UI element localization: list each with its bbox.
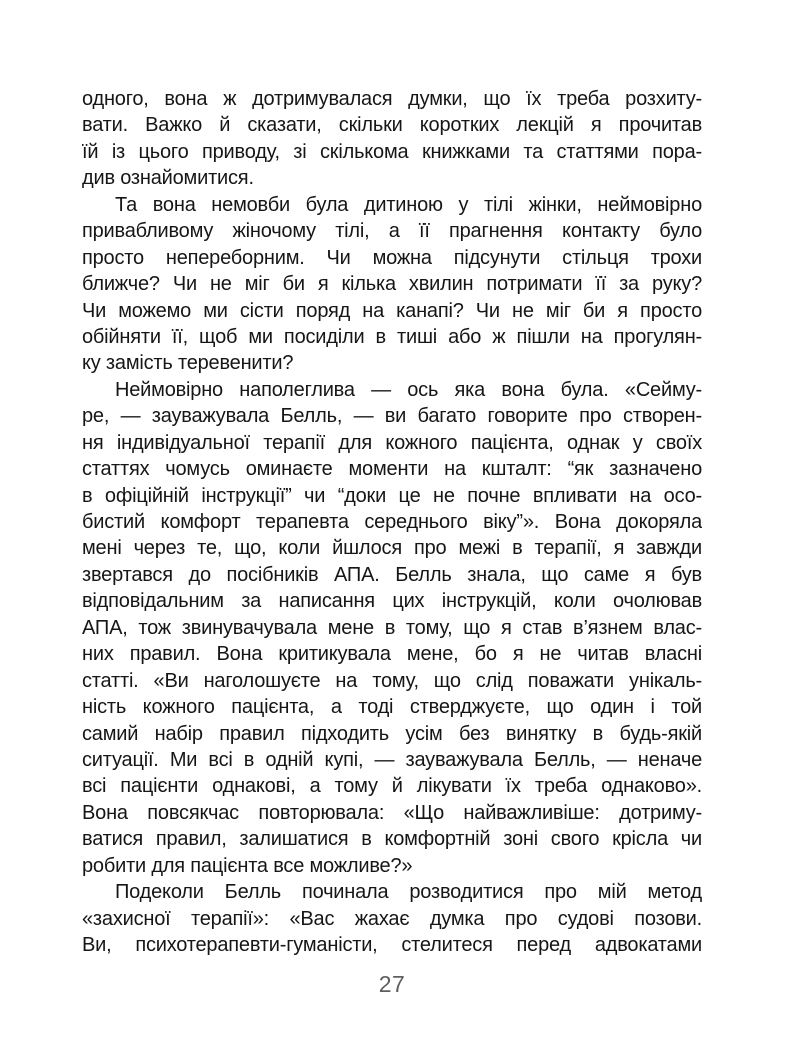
paragraph — [82, 879, 702, 958]
text-line: обійняти її, щоб ми посиділи в тиші або ж пішли на прогулян- — [82, 325, 702, 348]
text-line: Вона повсякчас повторювала: «Що найважливіше: дотриму- — [82, 801, 702, 824]
text-line: ближче? Чи не міг би я кілька хвилин потримати її за руку? — [82, 273, 702, 296]
text-line: Чи можемо ми сісти поряд на канапі? Чи не міг би я просто — [82, 299, 702, 322]
text-line: всі пацієнти однакові, а тому й лікувати їх треба однаково». — [82, 775, 702, 798]
text-line: просто непереборним. Чи можна підсунути стільця трохи — [82, 246, 702, 269]
text-line: Подеколи Белль починала розводитися про мій метод — [115, 881, 702, 904]
text-line: вати. Важко й сказати, скільки коротких лекцій я прочитав — [82, 114, 702, 137]
text-line: звертався до посібників АПА. Белль знала, що саме я був — [82, 563, 702, 586]
text-line: АПА, тож звинувачувала мене в тому, що я став в’язнем влас- — [82, 616, 702, 639]
text-line: ку замість теревенити? — [82, 352, 294, 375]
text-line: Та вона немовби була дитиною у тілі жінки, неймовірно — [115, 193, 702, 216]
text-line: ватися правил, залишатися в комфортній зоні свого крісла чи — [82, 828, 702, 851]
text-line: їй із цього приводу, зі скількома книжками та статтями пора- — [82, 140, 702, 163]
text-line: в офіційній інструкції” чи “доки це не почне впливати на осо- — [82, 484, 702, 507]
text-line: відповідальним за написання цих інструкцій, коли очолював — [82, 590, 702, 613]
text-line: статті. «Ви наголошуєте на тому, що слід поважати унікаль- — [82, 669, 702, 692]
text-block — [82, 86, 702, 958]
paragraph — [82, 86, 702, 192]
text-line: ність кожного пацієнта, а тоді стверджуєте, що один і той — [82, 696, 702, 719]
text-line: див ознайомитися. — [82, 167, 254, 190]
text-line: самий набір правил підходить усім без винятку в будь-якій — [82, 722, 702, 745]
text-line: мені через те, що, коли йшлося про межі в терапії, я завжди — [82, 537, 702, 560]
text-line: бистий комфорт терапевта середнього віку”». Вона докоряла — [82, 511, 702, 533]
text-line: «захисної терапії»: «Вас жахає думка про судові позови. — [82, 907, 702, 930]
text-line: Неймовірно наполеглива — ось яка вона була. «Сейму- — [115, 378, 702, 401]
text-line: ня індивідуальної терапії для кожного пацієнта, однак у своїх — [82, 431, 702, 454]
text-line: ре, — зауважувала Белль, — ви багато говорите про створен- — [82, 405, 702, 428]
paragraph — [82, 192, 702, 377]
paragraph — [82, 377, 702, 879]
text-line: робити для пацієнта все можливе?» — [82, 854, 413, 877]
text-line: статтях чомусь оминаєте моменти на кшталт: “як зазначено — [82, 458, 702, 481]
text-line: одного, вона ж дотримувалася думки, що їх треба розхиту- — [82, 88, 702, 110]
text-line: ситуації. Ми всі в одній купі, — зауважувала Белль, — неначе — [82, 748, 702, 771]
text-line: них правил. Вона критикувала мене, бо я не читав власні — [82, 643, 702, 666]
text-line: Ви, психотерапевти-гуманісти, стелитеся перед адвокатами — [82, 934, 702, 956]
page-number: 27 — [378, 971, 406, 997]
text-line: привабливому жіночому тілі, а її прагнення контакту було — [82, 220, 702, 243]
